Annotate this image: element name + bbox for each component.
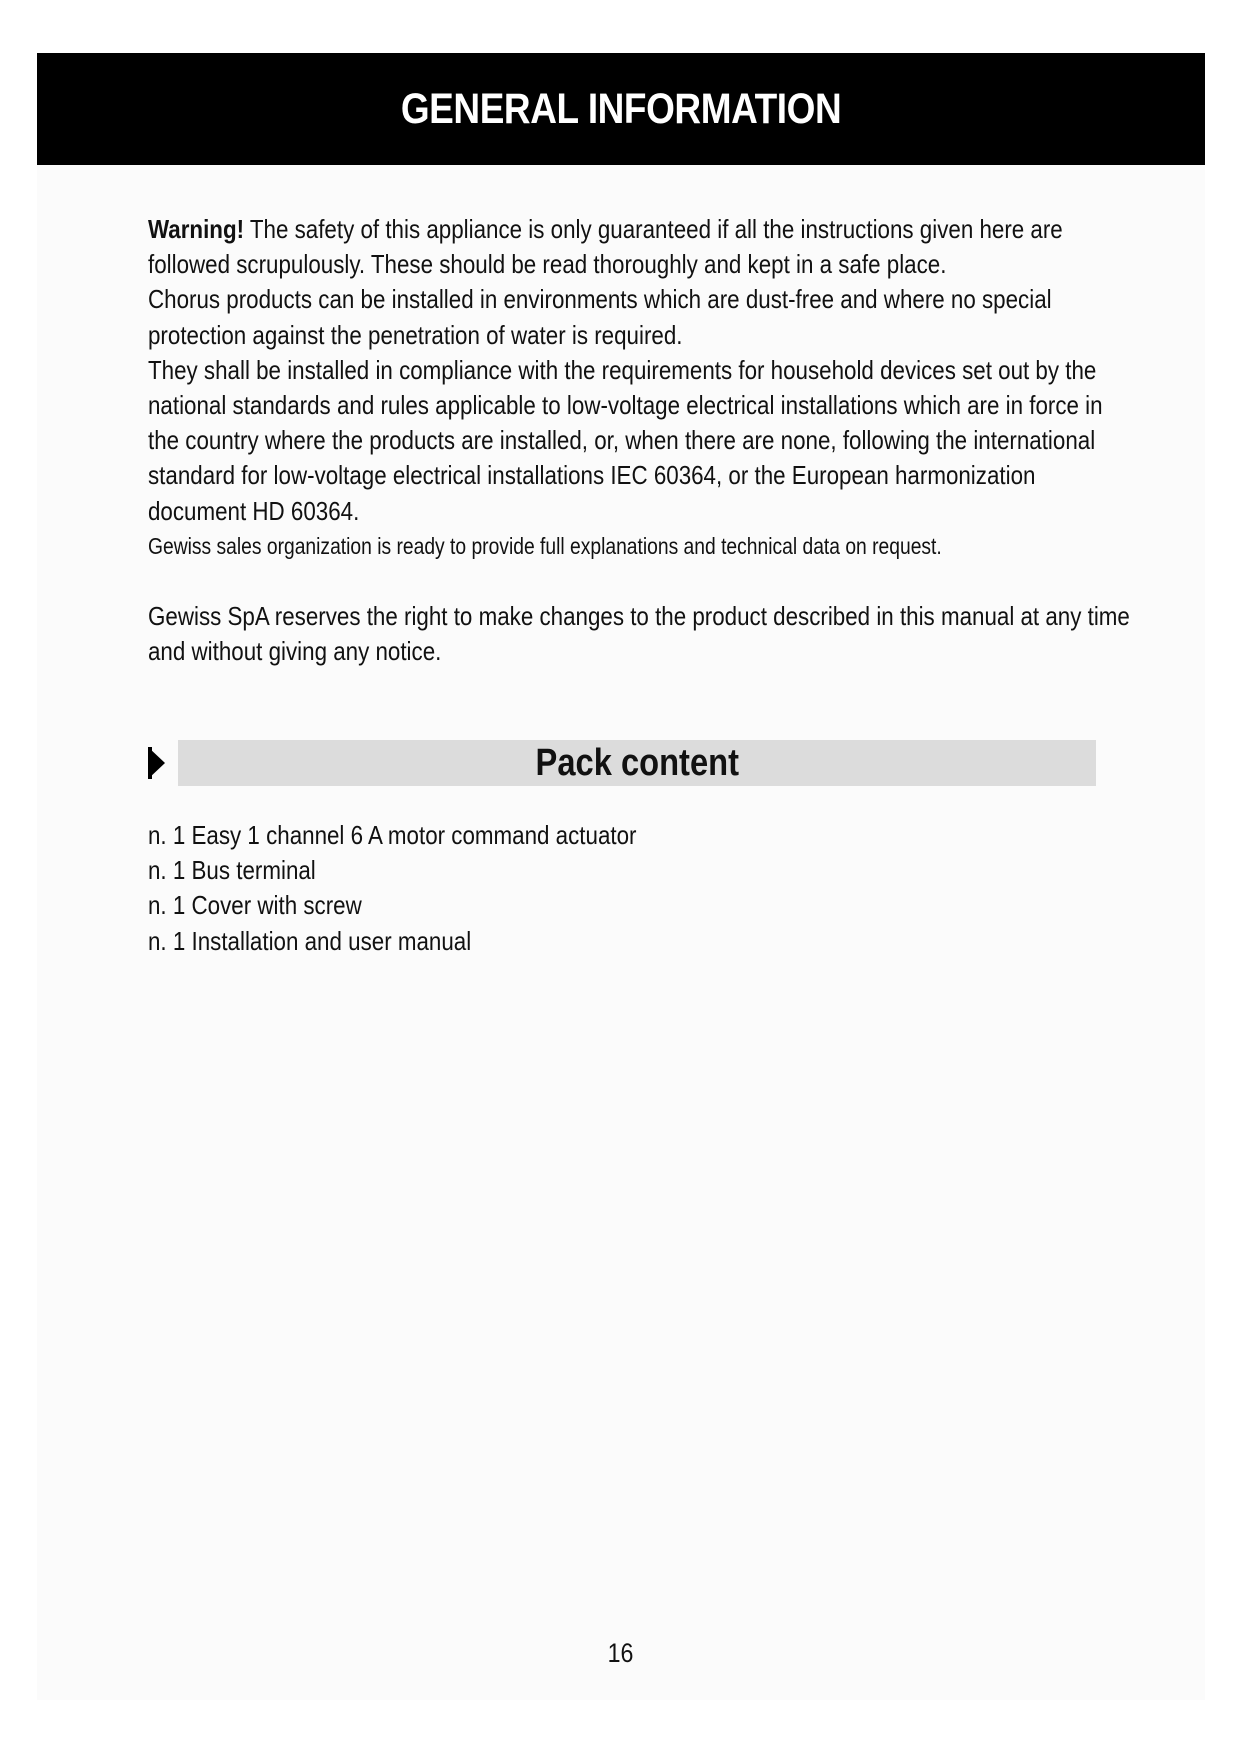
compliance-paragraph: They shall be installed in compliance with the requirements for household devices set out by the national standards and rules applicable to low-voltage electrical installations which are in force in the country where the products are installed, or, when there are none, following the international standard for low-voltage electrical installations IEC 60364, or the European harmonization document HD 60364. <box>148 354 1103 526</box>
section-title: Pack content <box>535 741 739 784</box>
warning-text: The safety of this appliance is only guaranteed if all the instructions given here are followed scrupulously. These should be read thoroughly and kept in a safe place. <box>148 214 1063 280</box>
spacer <box>148 564 1130 599</box>
sales-paragraph: Gewiss sales organization is ready to provide full explanations and technical data on request. <box>148 532 942 559</box>
list-item: n. 1 Bus terminal <box>148 855 316 886</box>
general-information-body <box>148 212 1130 669</box>
section-arrow-icon <box>148 747 165 779</box>
pack-content-section-header <box>148 740 1096 786</box>
section-title-bar <box>178 740 1096 786</box>
list-item: n. 1 Installation and user manual <box>148 925 472 956</box>
page-number: 16 <box>607 1638 634 1668</box>
page-title: GENERAL INFORMATION <box>400 84 842 133</box>
warning-paragraph <box>148 212 1130 282</box>
list-item: n. 1 Easy 1 channel 6 A motor command actuator <box>148 820 637 850</box>
chorus-paragraph: Chorus products can be installed in environments which are dust-free and where no special protection against the penetration of water is required. <box>148 284 1052 350</box>
list-item: n. 1 Cover with screw <box>148 890 362 921</box>
changes-paragraph: Gewiss SpA reserves the right to make changes to the product described in this manual at any time and without giving any notice. <box>148 600 1130 667</box>
warning-label: Warning! <box>148 214 245 244</box>
header-bar <box>37 53 1205 165</box>
pack-content-list <box>148 818 716 959</box>
